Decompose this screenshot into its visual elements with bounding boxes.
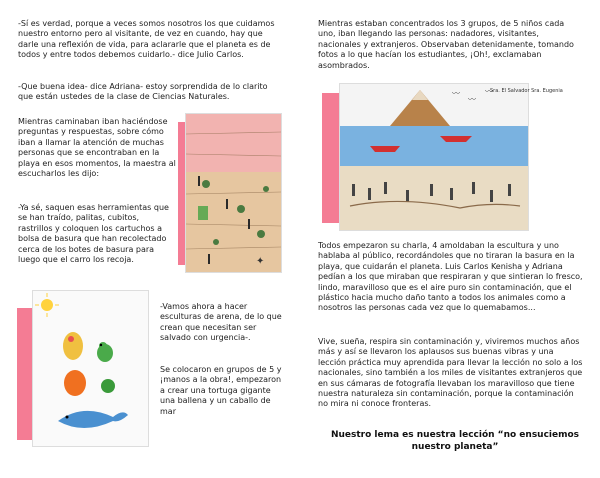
svg-text:〰: 〰 (485, 87, 493, 96)
paragraph-8: Todos empezaron su charla, 4 amoldaban la escultura y uno hablaba al público, recordándoles que no tiraran la basura en la playa, que cuidarán el planeta. Luis Carlos Kenisha y Adriana pedían a los que miraban que respiraran y que sintieran lo fresco, lindo, maravilloso que es el aire puro sin contaminación, que el plástico hacia mucho daño tanto a todos los animales como a nosotros las personas cada vez que lo quemabamos... (318, 241, 583, 313)
paragraph-1: -Sí es verdad, porque a veces somos nosotros los que cuidamos nuestro entorno pero al visitante, de vez en cuando, hay que darle una reflexión de vida, para aclararle que el planeta es de todos y entre todos debemos cuidarlo.- dice Julio Carlos. (18, 19, 275, 60)
svg-text:✦: ✦ (256, 256, 265, 267)
svg-text:〰: 〰 (468, 95, 476, 104)
beach-drawing (185, 113, 282, 273)
beach-drawing-art (186, 114, 281, 272)
paragraph-4: -Ya sé, saquen esas herramientas que se han traído, palitas, cubitos, rastrillos y coloquen los cartuchos a bolsa de basura que han recolectado cerca de los botes de basura para luego que el carro los recoja. (18, 203, 169, 265)
closing-motto: Nuestro lema es nuestra lección “no ensuciemos nuestro planeta” (330, 430, 580, 452)
volcano-art (340, 84, 563, 230)
sea-animals-art (33, 291, 148, 446)
paragraph-9: Vive, sueña, respira sin contaminación y, viviremos muchos años más y así se llevaron los aplausos sus buenas vibras y una lección práctica muy aprendida para llevar la lección no solo a los nacionales, sino también a los miles de visitantes extranjeros que en sus cámaras de fotografía llevaban los maravilloso que tiene nuestra naturaleza sin contaminación, porque la contaminación no mira ni conoce fronteras. (318, 337, 583, 409)
paragraph-6: Se colocaron en grupos de 5 y ¡manos a la obra!, empezaron a crear una tortuga gigante una ballena y un caballo de mar (160, 365, 282, 416)
drawing-caption: Sra. El Salvador Sra. Eugenia (490, 88, 563, 94)
paragraph-5: -Vamos ahora a hacer esculturas de arena, de lo que crean que necesitan ser salvado con urgencia-. (160, 302, 282, 343)
paragraph-3: Mientras caminaban iban haciéndose preguntas y respuestas, sobre cómo iban a llamar la atención de muchas personas que se encontraban en la playa en esos momentos, la maestra al escucharlos les dijo: (18, 117, 176, 179)
volcano-drawing (339, 83, 563, 231)
sea-animals-drawing (32, 290, 149, 447)
paragraph-2: -Que buena idea- dice Adriana- estoy sorprendida de lo clarito que están ustedes de la clase de Ciencias Naturales. (18, 82, 268, 102)
paragraph-7: Mientras estaban concentrados los 3 grupos, de 5 niños cada uno, iban llegando las personas: nadadores, visitantes, nacionales y extranjeros. Observaban detenidamente, tomando fotos a lo que hacían los estudiantes, ¡Oh!, exclamaban asombrados. (318, 19, 574, 70)
svg-text:〰: 〰 (452, 89, 460, 98)
